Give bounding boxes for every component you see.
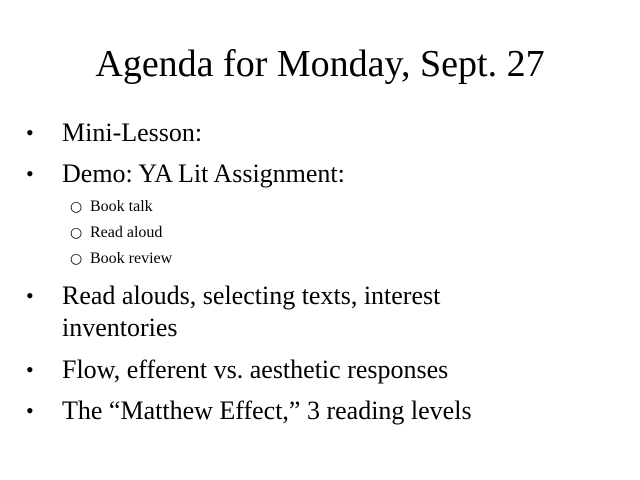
bullet-text: Mini-Lesson: <box>62 118 203 147</box>
bullet-text: Flow, efferent vs. aesthetic responses <box>62 355 449 384</box>
bullet-icon: • <box>26 283 34 308</box>
bullet-text: Read alouds, selecting texts, interest inventories <box>62 281 441 342</box>
sub-bullet-text: Book talk <box>90 198 153 215</box>
bullet-item-mini-lesson <box>26 117 506 149</box>
bullet-text: Demo: YA Lit Assignment: <box>62 159 345 188</box>
bullet-icon: • <box>26 161 34 186</box>
sub-bullet-text: Read aloud <box>90 224 163 241</box>
sub-bullet-item-book-review <box>70 248 470 270</box>
sub-bullet-item-read-aloud <box>70 222 470 244</box>
circle-bullet-icon: ○ <box>70 199 83 215</box>
sub-bullet-text: Book review <box>90 250 173 267</box>
circle-bullet-icon: ○ <box>70 225 83 241</box>
bullet-item-demo <box>26 158 506 190</box>
circle-bullet-icon: ○ <box>70 251 83 267</box>
bullet-text: The “Matthew Effect,” 3 reading levels <box>62 396 472 425</box>
bullet-item-flow <box>26 354 506 386</box>
bullet-item-matthew-effect <box>26 395 506 427</box>
bullet-icon: • <box>26 120 34 145</box>
bullet-item-read-alouds <box>26 280 506 344</box>
bullet-icon: • <box>26 357 34 382</box>
slide-title: Agenda for Monday, Sept. 27 <box>95 43 545 85</box>
sub-bullet-item-book-talk <box>70 196 470 218</box>
bullet-icon: • <box>26 398 34 423</box>
